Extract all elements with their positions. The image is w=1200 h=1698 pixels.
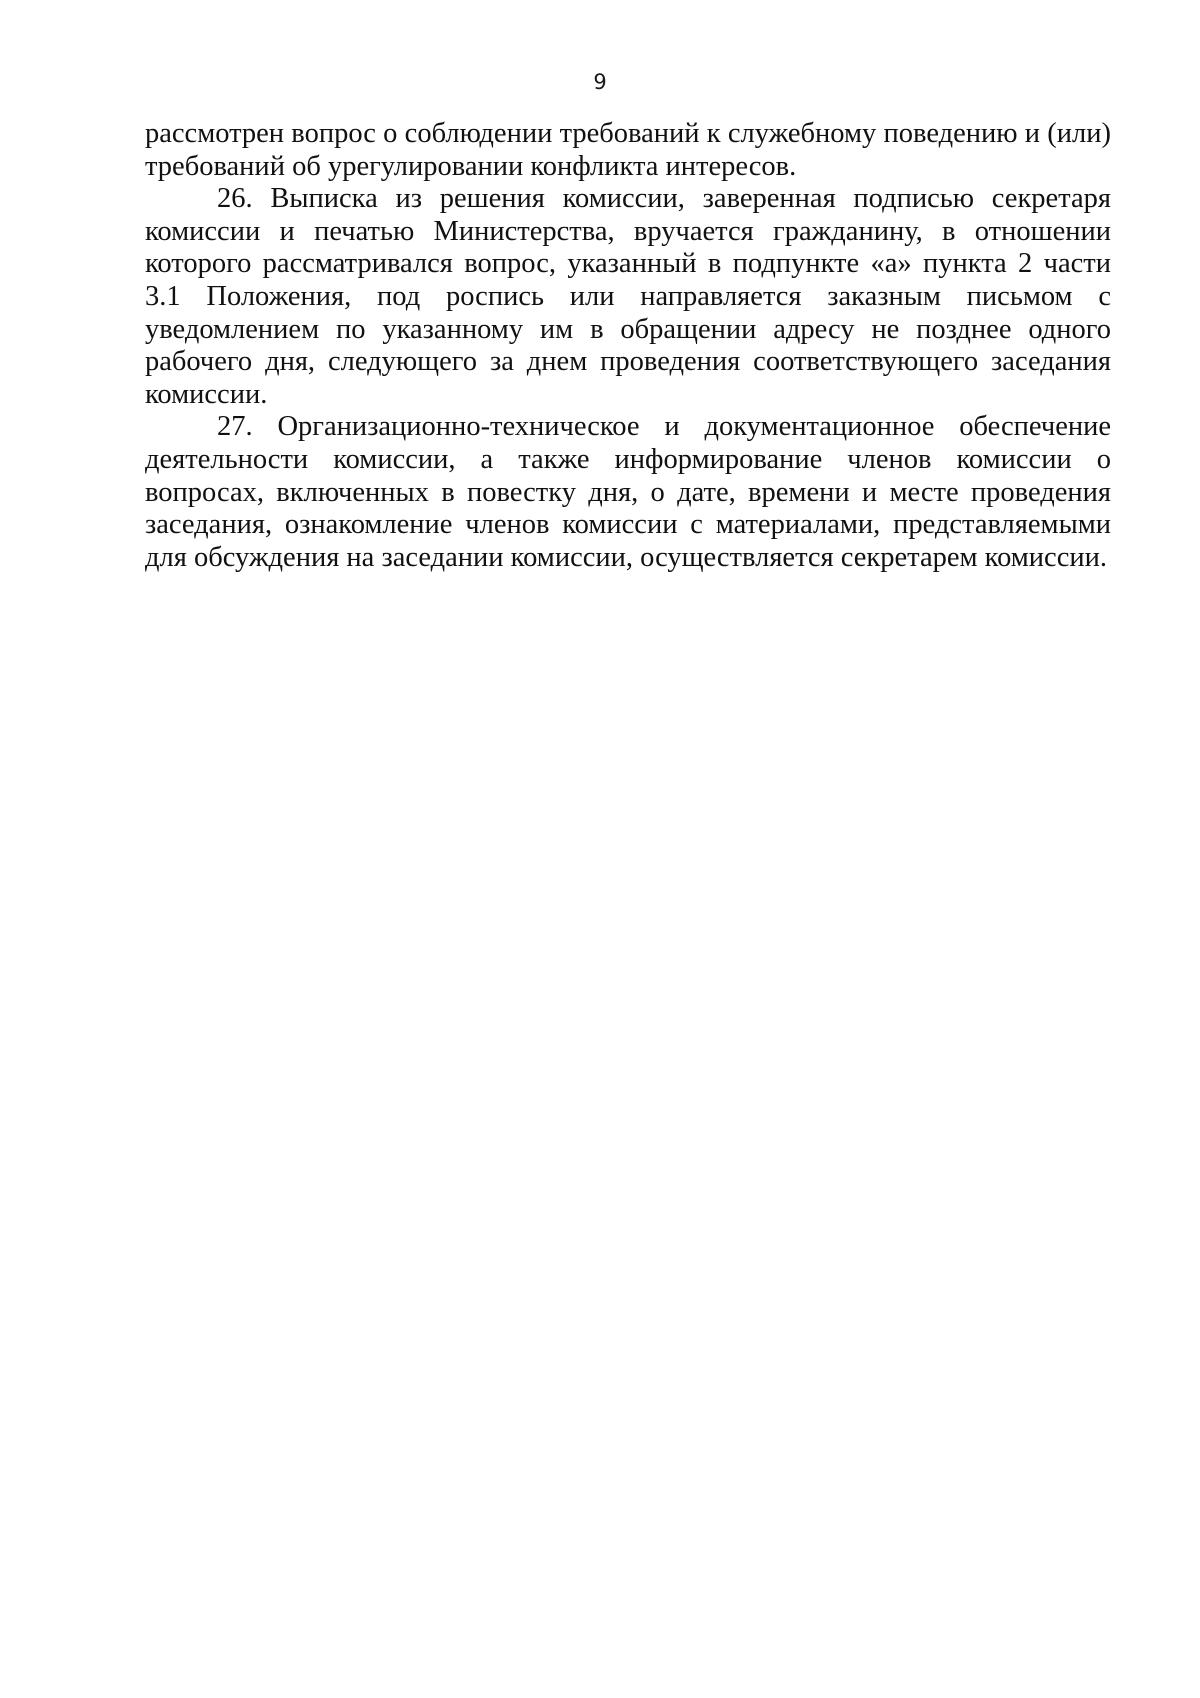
document-body bbox=[145, 118, 1111, 574]
paragraph-26: 26. Выписка из решения комиссии, заверенная подписью секретаря комиссии и печатью Министерства, вручается гражданину, в отношении которого рассматривался вопрос, указанный в подпункте «а» пункта 2 части 3.1 Положения, под роспись или направляется заказным письмом с уведомлением по указанному им в обращении адресу не позднее одного рабочего дня, следующего за днем проведения соответствующего заседания комиссии. bbox=[145, 183, 1111, 410]
page-number: 9 bbox=[593, 70, 607, 94]
paragraph-27: 27. Организационно-техническое и документационное обеспечение деятельности комиссии, а также информирование членов комиссии о вопросах, включенных в повестку дня, о дате, времени и месте проведения заседания, ознакомление членов комиссии с материалами, представляемыми для обсуждения на заседании комиссии, осуществляется секретарем комиссии. bbox=[145, 411, 1111, 573]
paragraph-continuation: рассмотрен вопрос о соблюдении требований к служебному поведению и (или) требований об урегулировании конфликта интересов. bbox=[145, 118, 1111, 182]
